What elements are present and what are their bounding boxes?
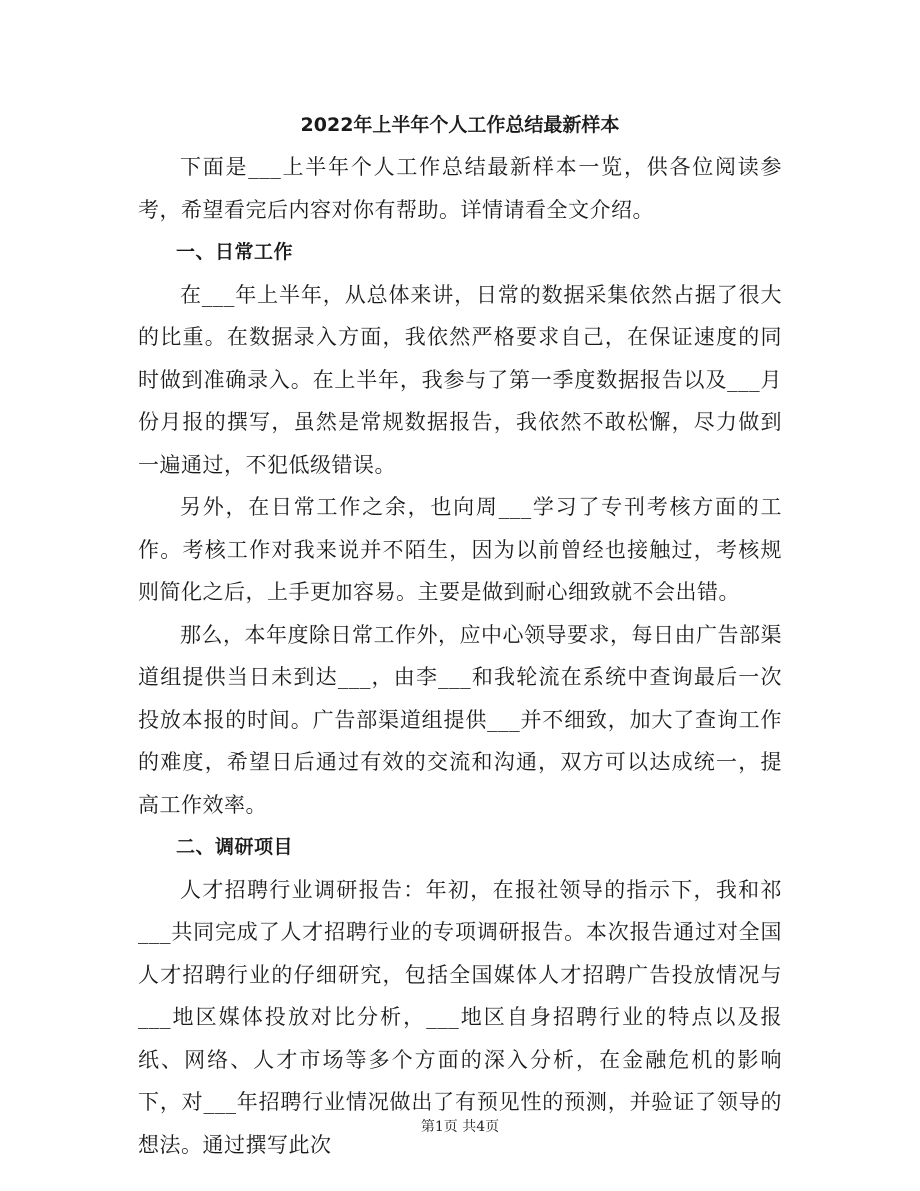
- document-title: 2022年上半年个人工作总结最新样本: [300, 114, 620, 136]
- section-heading-daily-work: 一、日常工作: [176, 241, 294, 263]
- intro-paragraph: 下面是___上半年个人工作总结最新样本一览，供各位阅读参考，希望看完后内容对你有帮助。详情请看全文介绍。: [138, 155, 782, 222]
- page-number-footer: 第1页 共4页: [420, 1119, 500, 1135]
- body-paragraph: 人才招聘行业调研报告：年初，在报社领导的指示下，我和祁___共同完成了人才招聘行业的专项调研报告。本次报告通过对全国人才招聘行业的仔细研究，包括全国媒体人才招聘广告投放情况与___地区媒体投放对比分析，___地区自身招聘行业的特点以及报纸、网络、人才市场等多个方面的深入分析，在金融危机的影响下，对___年招聘行业情况做出了有预见性的预测，并验证了领导的想法。通过撰写此次: [138, 877, 782, 1157]
- section-heading-research: 二、调研项目: [176, 836, 294, 858]
- body-paragraph: 在___年上半年，从总体来讲，日常的数据采集依然占据了很大的比重。在数据录入方面，我依然严格要求自己，在保证速度的同时做到准确录入。在上半年，我参与了第一季度数据报告以及___月份月报的撰写，虽然是常规数据报告，我依然不敢松懈，尽力做到一遍通过，不犯低级错误。: [138, 282, 782, 477]
- body-paragraph: 另外，在日常工作之余，也向周___学习了专刊考核方面的工作。考核工作对我来说并不陌生，因为以前曾经也接触过，考核规则简化之后，上手更加容易。主要是做到耐心细致就不会出错。: [138, 495, 782, 604]
- body-paragraph: 那么，本年度除日常工作外，应中心领导要求，每日由广告部渠道组提供当日未到达___，由李___和我轮流在系统中查询最后一次投放本报的时间。广告部渠道组提供___并不细致，加大了查询工作的难度，希望日后通过有效的交流和沟通，双方可以达成统一，提高工作效率。: [138, 622, 782, 817]
- document-body: [138, 146, 782, 1166]
